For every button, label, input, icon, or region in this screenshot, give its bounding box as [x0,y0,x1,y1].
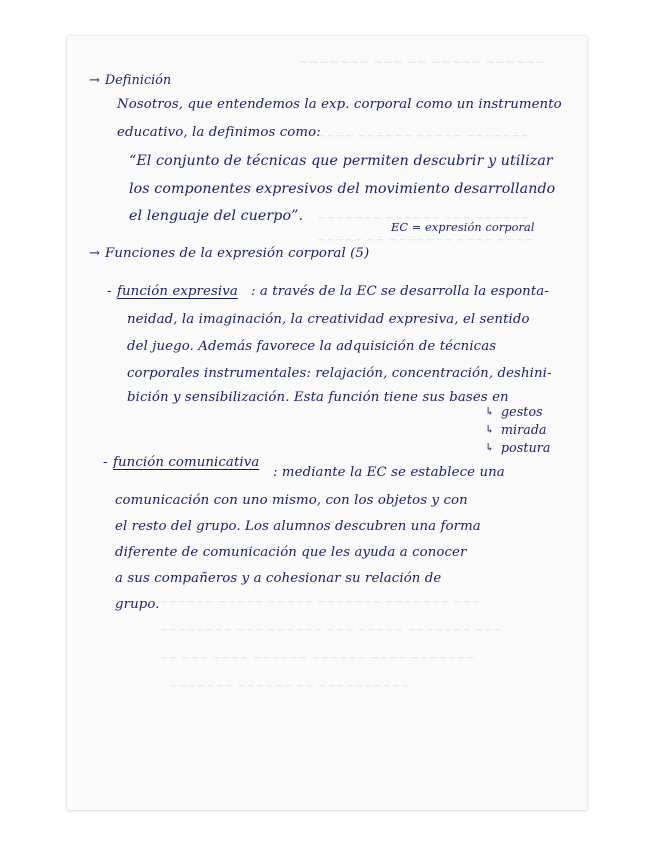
funcion-expresiva-line: corporales instrumentales: relajación, concentración, deshini- [127,366,552,381]
ec-abbreviation-note: EC = expresión corporal [391,221,535,234]
list-dash: - [107,284,112,299]
funcion-expresiva-line: bición y sensibilización. Esta función tiene sus bases en [127,390,509,405]
definicion-quote-line: el lenguaje del cuerpo”. [129,208,304,224]
curved-arrow-icon: ↳ [485,423,495,436]
bleed-through-decoration: ~~~~~ ~~ ~~~~~~~ ~~~~ ~~~~ [317,233,534,246]
funciones-heading: Funciones de la expresión corporal (5) [105,246,370,261]
bleed-through-decoration: ~~~~~~~~ ~~~ ~~~~~~ ~~~ ~~~~~ ~~~~~~~ ~~~ [159,623,503,636]
base-item: postura [501,440,551,455]
curved-arrow-icon: ↳ [485,405,495,418]
bullet-arrow-icon: → [89,73,100,88]
bleed-through-decoration: ~~~~ ~~~~~~ ~~~~~ ~~~~~~~ [317,129,531,142]
bleed-through-decoration: ~~~~~~~ ~~~~~~ ~~~ ~~~~~~ [317,211,531,224]
definicion-quote-line: los componentes expresivos del movimiento desarrollando [129,181,556,197]
base-item: gestos [501,404,543,419]
bullet-arrow-icon: → [89,246,100,261]
bleed-through-decoration: ~~ ~~~ ~~~~ ~~~~~~ ~~~~~~ ~~~~ ~~~~~~~ [159,651,475,664]
notebook-page [67,36,587,810]
definicion-heading: Definición [105,72,172,87]
bleed-through-decoration: ~~~~~~ ~~~~~ ~~~~~ ~~~~~~~ ~~~~~~~ ~~~ [159,595,481,608]
bleed-through-decoration: ~~~~~~~ ~~~ ~~ ~~~~~ ~~~~~~ [299,55,546,69]
funcion-comunicativa-line: comunicación con uno mismo, con los objetos y con [115,493,468,508]
funcion-comunicativa-line: grupo. [115,597,160,612]
funcion-expresiva-title: función expresiva [117,284,238,299]
funcion-comunicativa-line: : mediante la EC se establece una [273,465,505,480]
funcion-comunicativa-line: a sus compañeros y a cohesionar su relación de [115,571,442,586]
definicion-line: educativo, la definimos como: [117,125,321,140]
funcion-comunicativa-line: diferente de comunicación que les ayuda a conocer [115,545,467,560]
funcion-expresiva-line: neidad, la imaginación, la creatividad expresiva, el sentido [127,312,530,327]
funcion-expresiva-line: del juego. Además favorece la adquisición de técnicas [127,339,497,354]
base-item: mirada [501,422,547,437]
curved-arrow-icon: ↳ [485,441,495,454]
funcion-comunicativa-title: función comunicativa [113,455,260,470]
definicion-quote-line: “El conjunto de técnicas que permiten descubrir y utilizar [129,153,553,169]
list-dash: - [103,455,108,470]
definicion-line: Nosotros, que entendemos la exp. corporal como un instrumento [117,97,562,112]
funcion-comunicativa-line: el resto del grupo. Los alumnos descubren una forma [115,519,481,534]
funcion-expresiva-line: : a través de la EC se desarrolla la esponta- [251,284,549,299]
bleed-through-decoration: ~~~~~~~ ~~~~~~ ~~ ~~~~~~~~~~ [169,679,410,692]
